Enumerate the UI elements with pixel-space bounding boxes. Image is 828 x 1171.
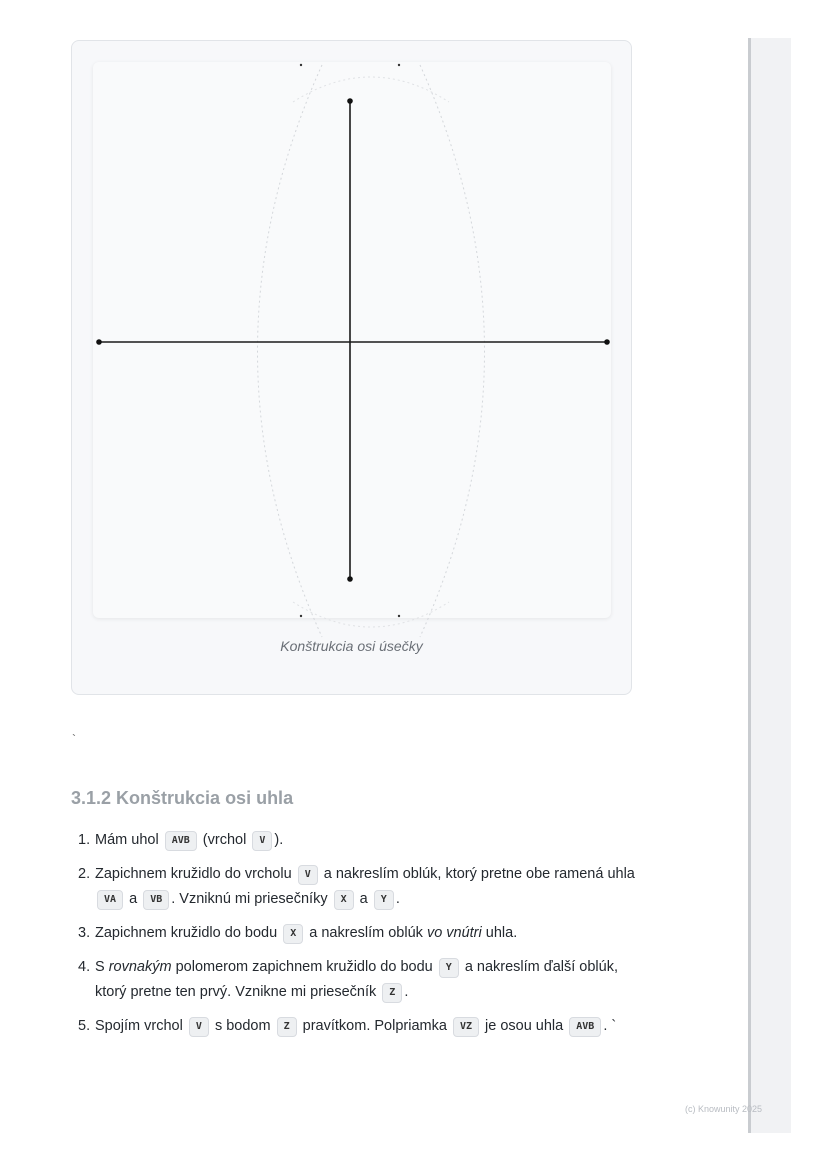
code-angle: AVB (569, 1017, 601, 1037)
axis-endpoint-bottom (347, 576, 353, 582)
list-item: 2. Zapichnem kružidlo do vrcholu V a nakreslím oblúk, ktorý pretne obe ramená uhla VA a VB . Vzniknú mi priesečníky X a Y . (78, 862, 638, 912)
steps-list (78, 828, 638, 1048)
code-point: Y (374, 890, 394, 910)
segment-endpoint-right (604, 339, 610, 345)
right-arc (420, 65, 485, 637)
stray-backtick: ` (72, 732, 76, 746)
construction-diagram (93, 62, 611, 618)
top-arc (293, 77, 449, 102)
code-point: X (334, 890, 354, 910)
list-item: 4. S rovnakým polomerom zapichnem kružidlo do bodu Y a nakreslím ďalší oblúk, ktorý pretne ten prvý. Vznikne mi priesečník Z . (78, 955, 638, 1005)
code-angle: AVB (165, 831, 197, 851)
code-point: Y (439, 958, 459, 978)
scrollbar-track[interactable] (748, 38, 791, 1133)
intersection-point (398, 64, 400, 66)
code-vertex: V (252, 831, 272, 851)
code-ray: VZ (453, 1017, 479, 1037)
code-ray: VA (97, 890, 123, 910)
left-arc (258, 65, 323, 637)
figure-caption: Konštrukcia osi úsečky (280, 638, 423, 654)
perpendicular-bisector-drawing (93, 62, 611, 642)
code-point: Z (382, 983, 402, 1003)
axis-endpoint-top (347, 98, 353, 104)
intersection-point (398, 615, 400, 617)
list-item: 1. Mám uhol AVB (vrchol V ). (78, 828, 638, 853)
code-point: Z (277, 1017, 297, 1037)
code-ray: VB (143, 890, 169, 910)
code-point: X (283, 924, 303, 944)
code-vertex: V (189, 1017, 209, 1037)
section-heading: 3.1.2 Konštrukcia osi uhla (71, 788, 294, 808)
figure-card (71, 40, 632, 695)
segment-endpoint-left (96, 339, 102, 345)
list-item: 5. Spojím vrchol V s bodom Z pravítkom. Polpriamka VZ je osou uhla AVB . ` (78, 1014, 638, 1039)
code-vertex: V (298, 865, 318, 885)
copyright-footer: (c) Knowunity 2025 (685, 1104, 763, 1114)
intersection-point (300, 64, 302, 66)
list-item: 3. Zapichnem kružidlo do bodu X a nakreslím oblúk vo vnútri uhla. (78, 921, 638, 946)
intersection-point (300, 615, 302, 617)
